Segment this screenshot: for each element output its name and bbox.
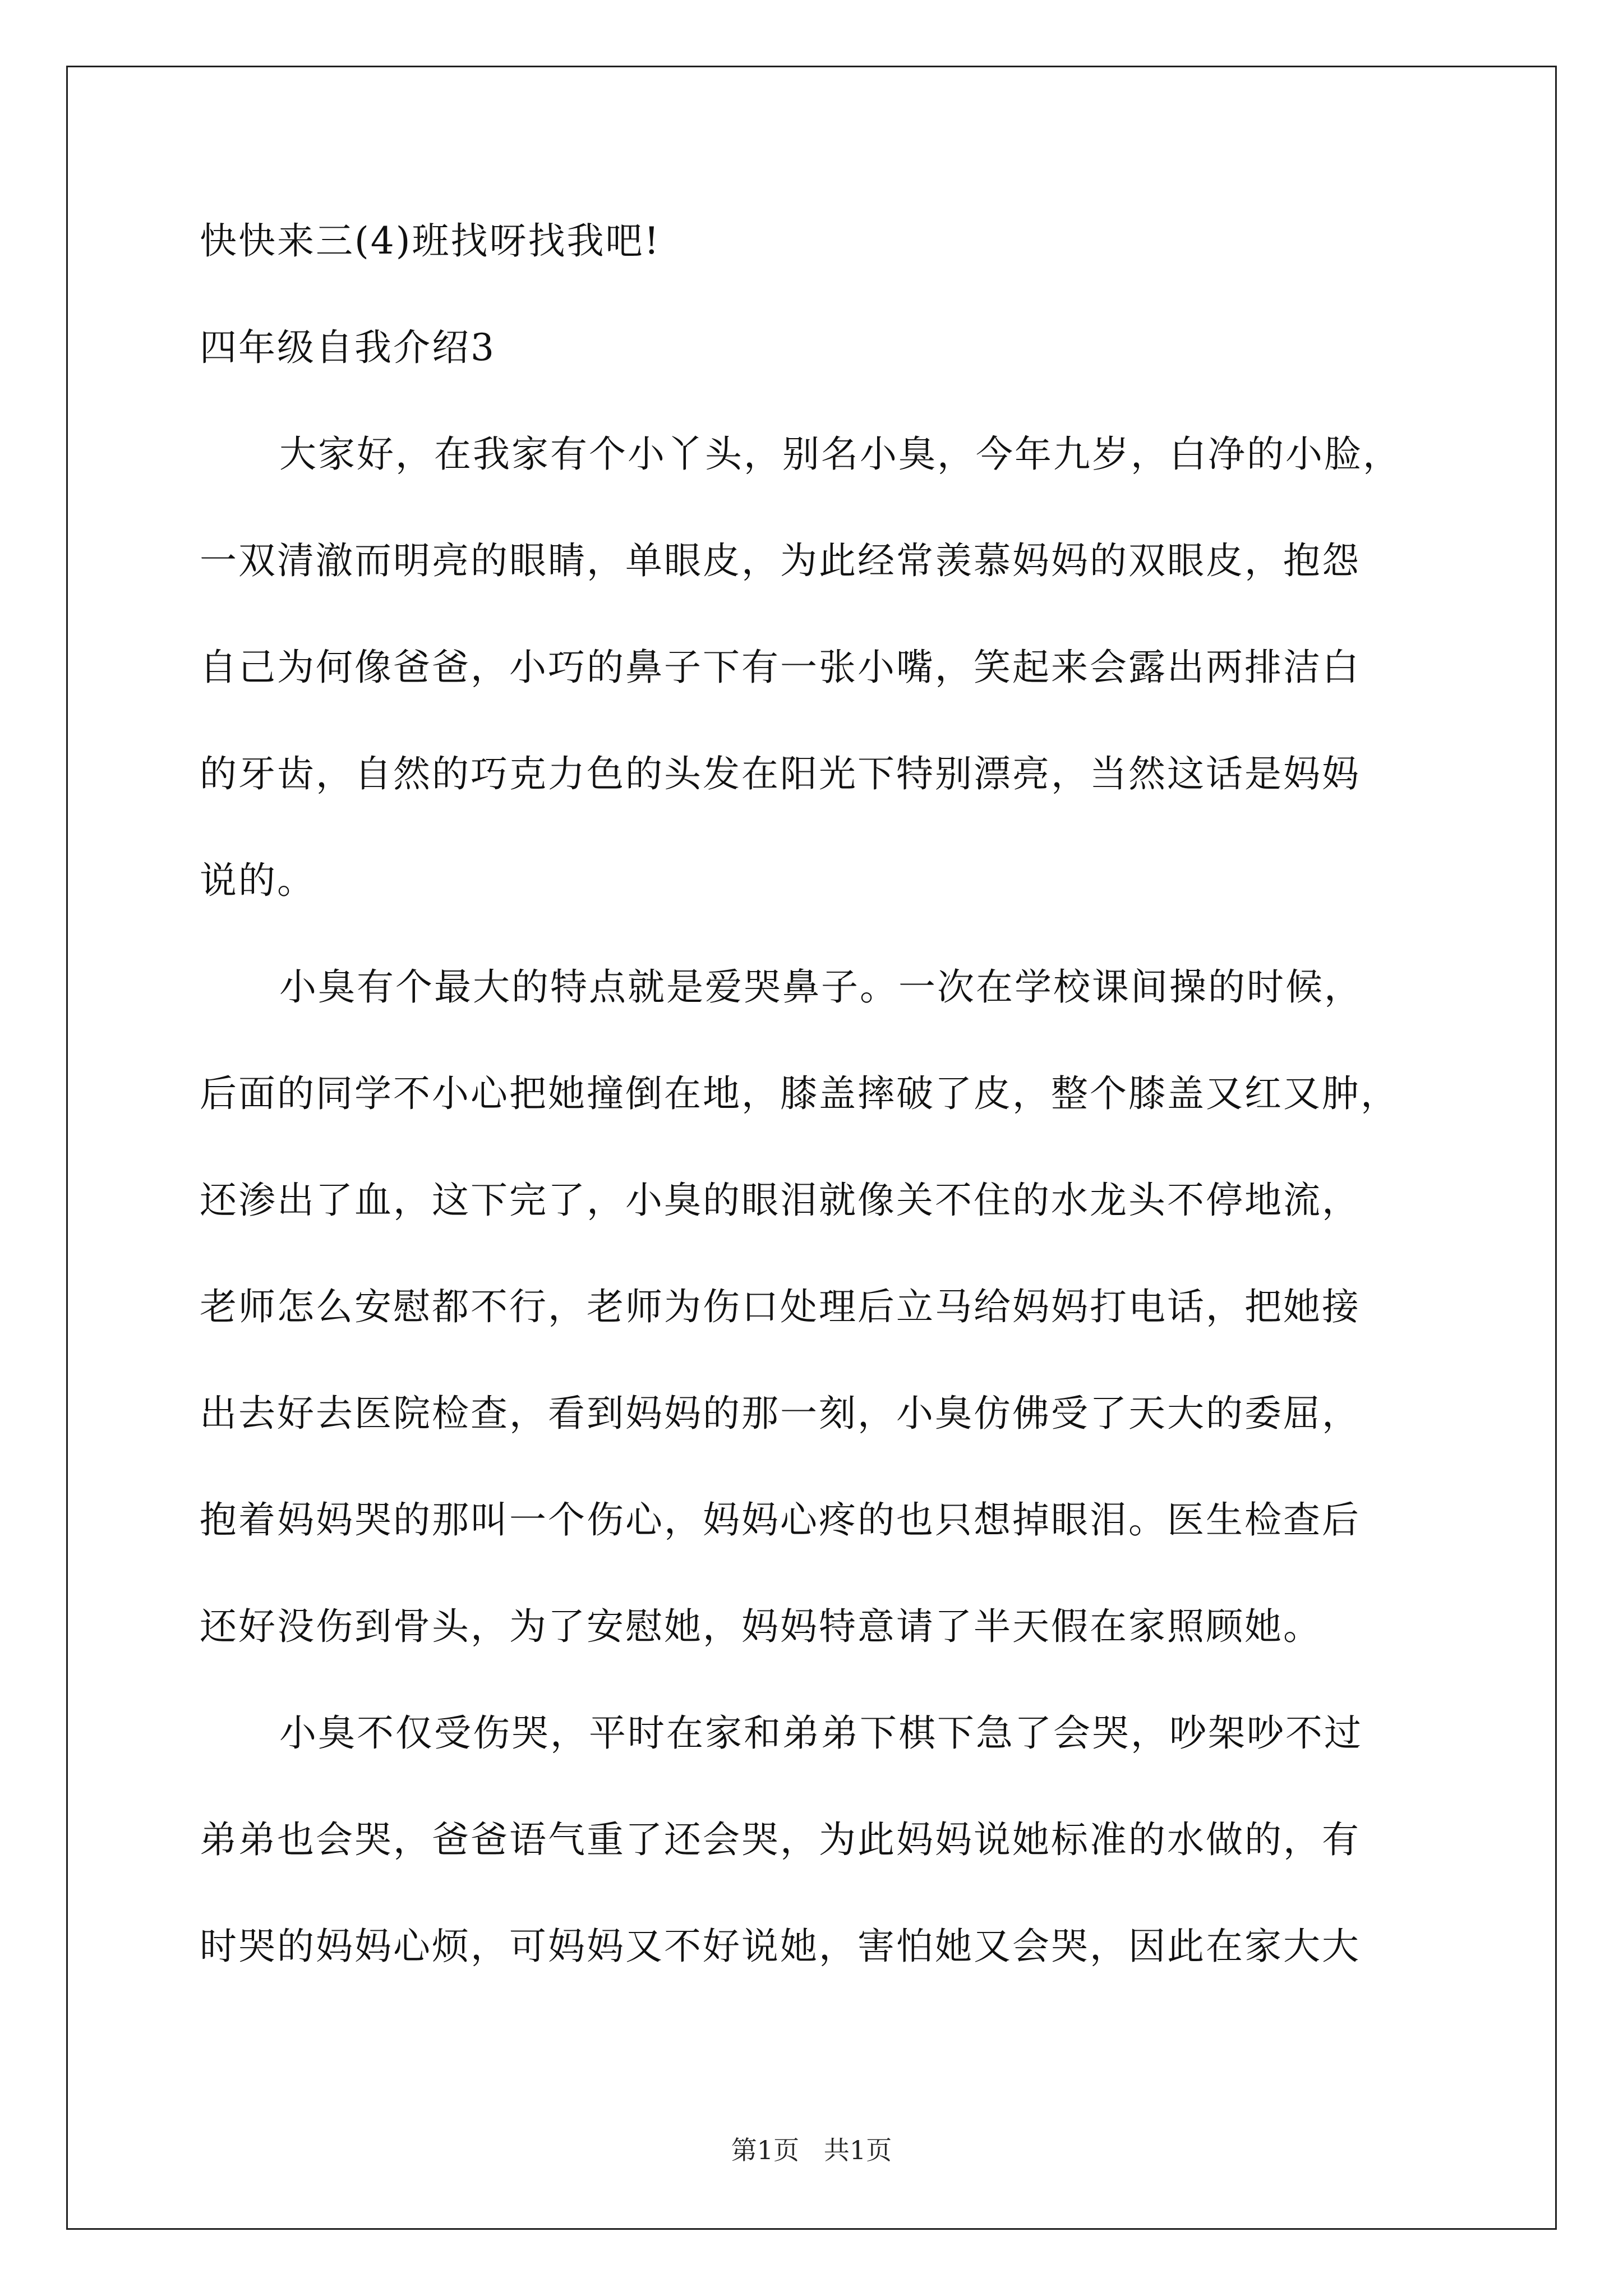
paragraph-3-line-3: 时哭的妈妈心烦，可妈妈又不好说她，害怕她又会哭，因此在家大大 — [200, 1925, 1361, 1968]
paragraph-3-line-1: 小臭不仅受伤哭，平时在家和弟弟下棋下急了会哭，吵架吵不过 — [279, 1711, 1363, 1755]
paragraph-1-line-2: 一双清澈而明亮的眼睛，单眼皮，为此经常羡慕妈妈的双眼皮，抱怨 — [200, 539, 1361, 582]
closing-line: 快快来三(4)班找呀找我吧! — [200, 219, 661, 263]
paragraph-2-line-6: 抱着妈妈哭的那叫一个伤心，妈妈心疼的也只想掉眼泪。医生检查后 — [200, 1498, 1361, 1542]
paragraph-1-line-5: 说的。 — [200, 859, 316, 902]
paragraph-2-line-7: 还好没伤到骨头，为了安慰她，妈妈特意请了半天假在家照顾她。 — [200, 1605, 1322, 1648]
paragraph-1-line-3: 自己为何像爸爸，小巧的鼻子下有一张小嘴，笑起来会露出两排洁白 — [200, 646, 1361, 689]
paragraph-2-line-1: 小臭有个最大的特点就是爱哭鼻子。一次在学校课间操的时候， — [279, 965, 1363, 1009]
paragraph-2-line-4: 老师怎么安慰都不行，老师为伤口处理后立马给妈妈打电话，把她接 — [200, 1285, 1361, 1328]
paragraph-3-line-2: 弟弟也会哭，爸爸语气重了还会哭，为此妈妈说她标准的水做的，有 — [200, 1818, 1361, 1861]
document-body — [200, 219, 1433, 2033]
paragraph-1-line-1: 大家好，在我家有个小丫头，别名小臭，今年九岁，白净的小脸， — [279, 432, 1401, 476]
paragraph-2-line-2: 后面的同学不小心把她撞倒在地，膝盖摔破了皮，整个膝盖又红又肿， — [200, 1072, 1399, 1115]
paragraph-2-line-5: 出去好去医院检查，看到妈妈的那一刻，小臭仿佛受了天大的委屈， — [200, 1392, 1361, 1435]
paragraph-1-line-4: 的牙齿，自然的巧克力色的头发在阳光下特别漂亮，当然这话是妈妈 — [200, 752, 1361, 795]
section-heading: 四年级自我介绍3 — [200, 326, 496, 369]
paragraph-2-line-3: 还渗出了血，这下完了，小臭的眼泪就像关不住的水龙头不停地流， — [200, 1179, 1361, 1222]
page-footer: 第1页 共1页 — [731, 2135, 892, 2165]
